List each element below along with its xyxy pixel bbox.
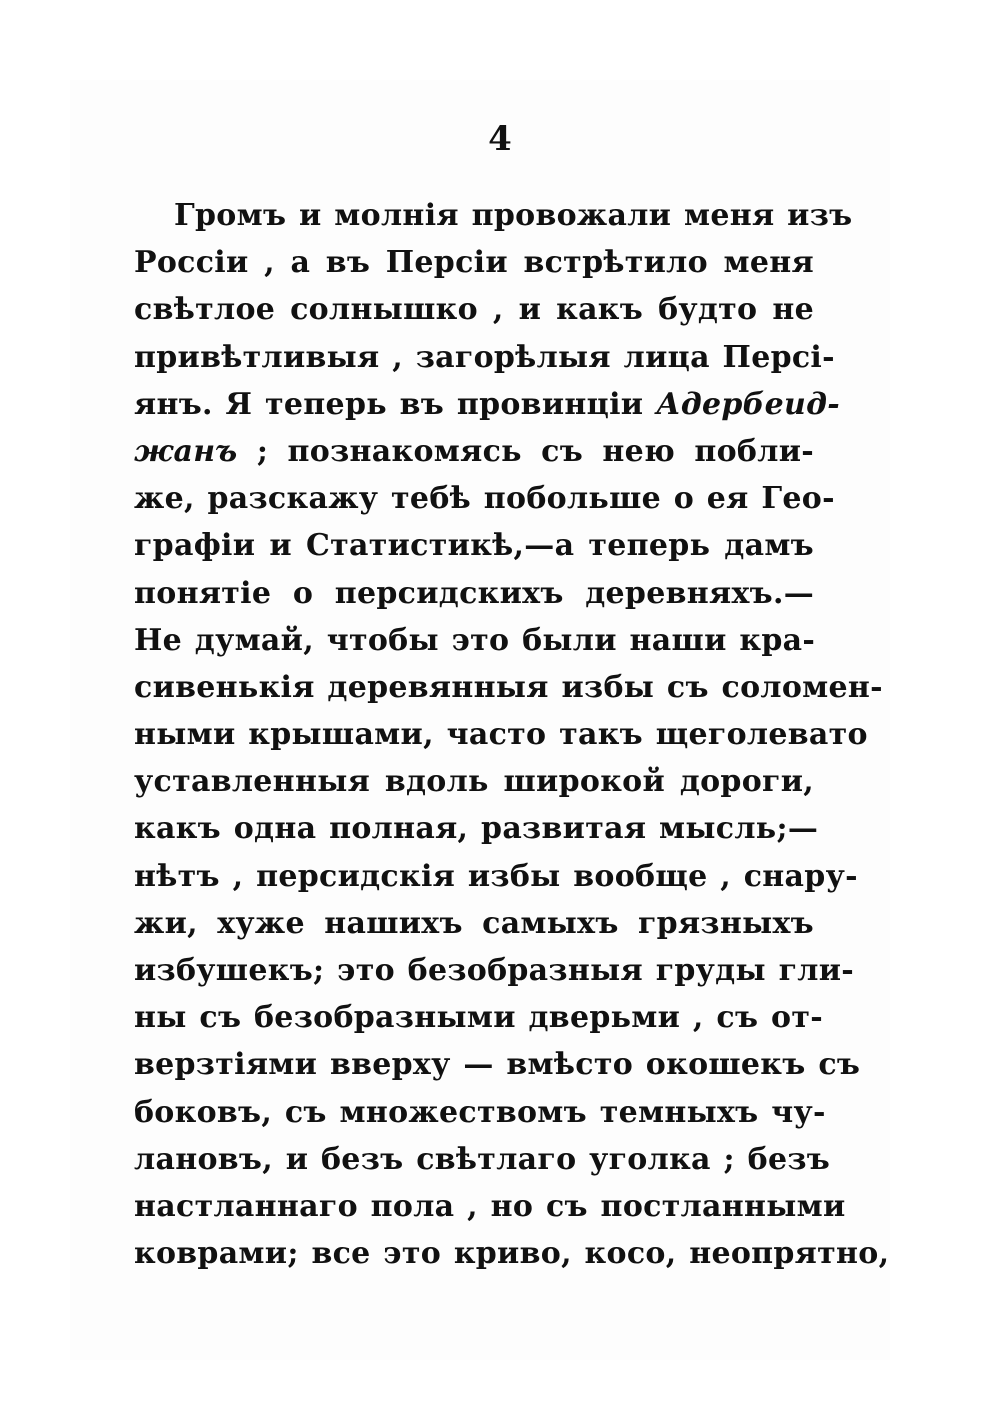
- text-line: нѣтъ , персидскія избы вообще , снару-: [134, 858, 858, 894]
- text-line: Россіи , а въ Персіи встрѣтило меня: [134, 245, 814, 281]
- text-line: графіи и Статистикѣ,—а теперь дамъ: [134, 528, 814, 564]
- text-line: уставленныя вдоль широкой дороги,: [134, 764, 814, 800]
- text-line: какъ одна полная, развитая мысль;—: [134, 811, 819, 847]
- text-line: ными крышами, часто такъ щеголевато: [134, 717, 868, 753]
- text-line-segment: янъ. Я теперь въ провинціи: [134, 386, 657, 422]
- body-text: [134, 192, 890, 1277]
- text-line: Не думай, чтобы это были наши кра-: [134, 622, 816, 658]
- page-number: 4: [488, 119, 512, 159]
- text-line: [134, 381, 841, 428]
- text-line: [134, 428, 814, 475]
- text-line: понятіе о персидскихъ деревняхъ.—: [134, 575, 814, 611]
- text-line: избушекъ; это безобразныя груды гли-: [134, 953, 855, 988]
- text-line: ны съ безобразными дверьми , съ от-: [134, 1000, 823, 1036]
- text-line: свѣтлое солнышко , и какъ будто не: [134, 292, 814, 328]
- text-line: лановъ, и безъ свѣтлаго уголка ; безъ: [134, 1141, 831, 1177]
- text-line: настланнаго пола , но съ постланными: [134, 1188, 846, 1224]
- text-line: коврами; все это криво, косо, неопрятно,: [134, 1236, 890, 1272]
- text-line: сивенькія деревянныя избы съ соломен-: [134, 669, 883, 705]
- text-line: верзтіями вверху — вмѣсто окошекъ съ: [134, 1047, 861, 1083]
- place-name-italic: жанъ: [134, 433, 238, 469]
- text-line: жи, хуже нашихъ самыхъ грязныхъ: [134, 905, 814, 941]
- place-name-italic: Адербеид-: [656, 386, 841, 422]
- text-line: боковъ, съ множествомъ темныхъ чу-: [134, 1094, 826, 1130]
- text-line: же, разскажу тебѣ побольше о ея Гео-: [134, 481, 835, 517]
- text-line: привѣтливыя , загорѣлыя лица Персі-: [134, 339, 835, 375]
- text-line: Громъ и молнія провожали меня изъ: [174, 198, 853, 233]
- text-line-segment: ; познакомясь съ нею побли-: [237, 433, 814, 469]
